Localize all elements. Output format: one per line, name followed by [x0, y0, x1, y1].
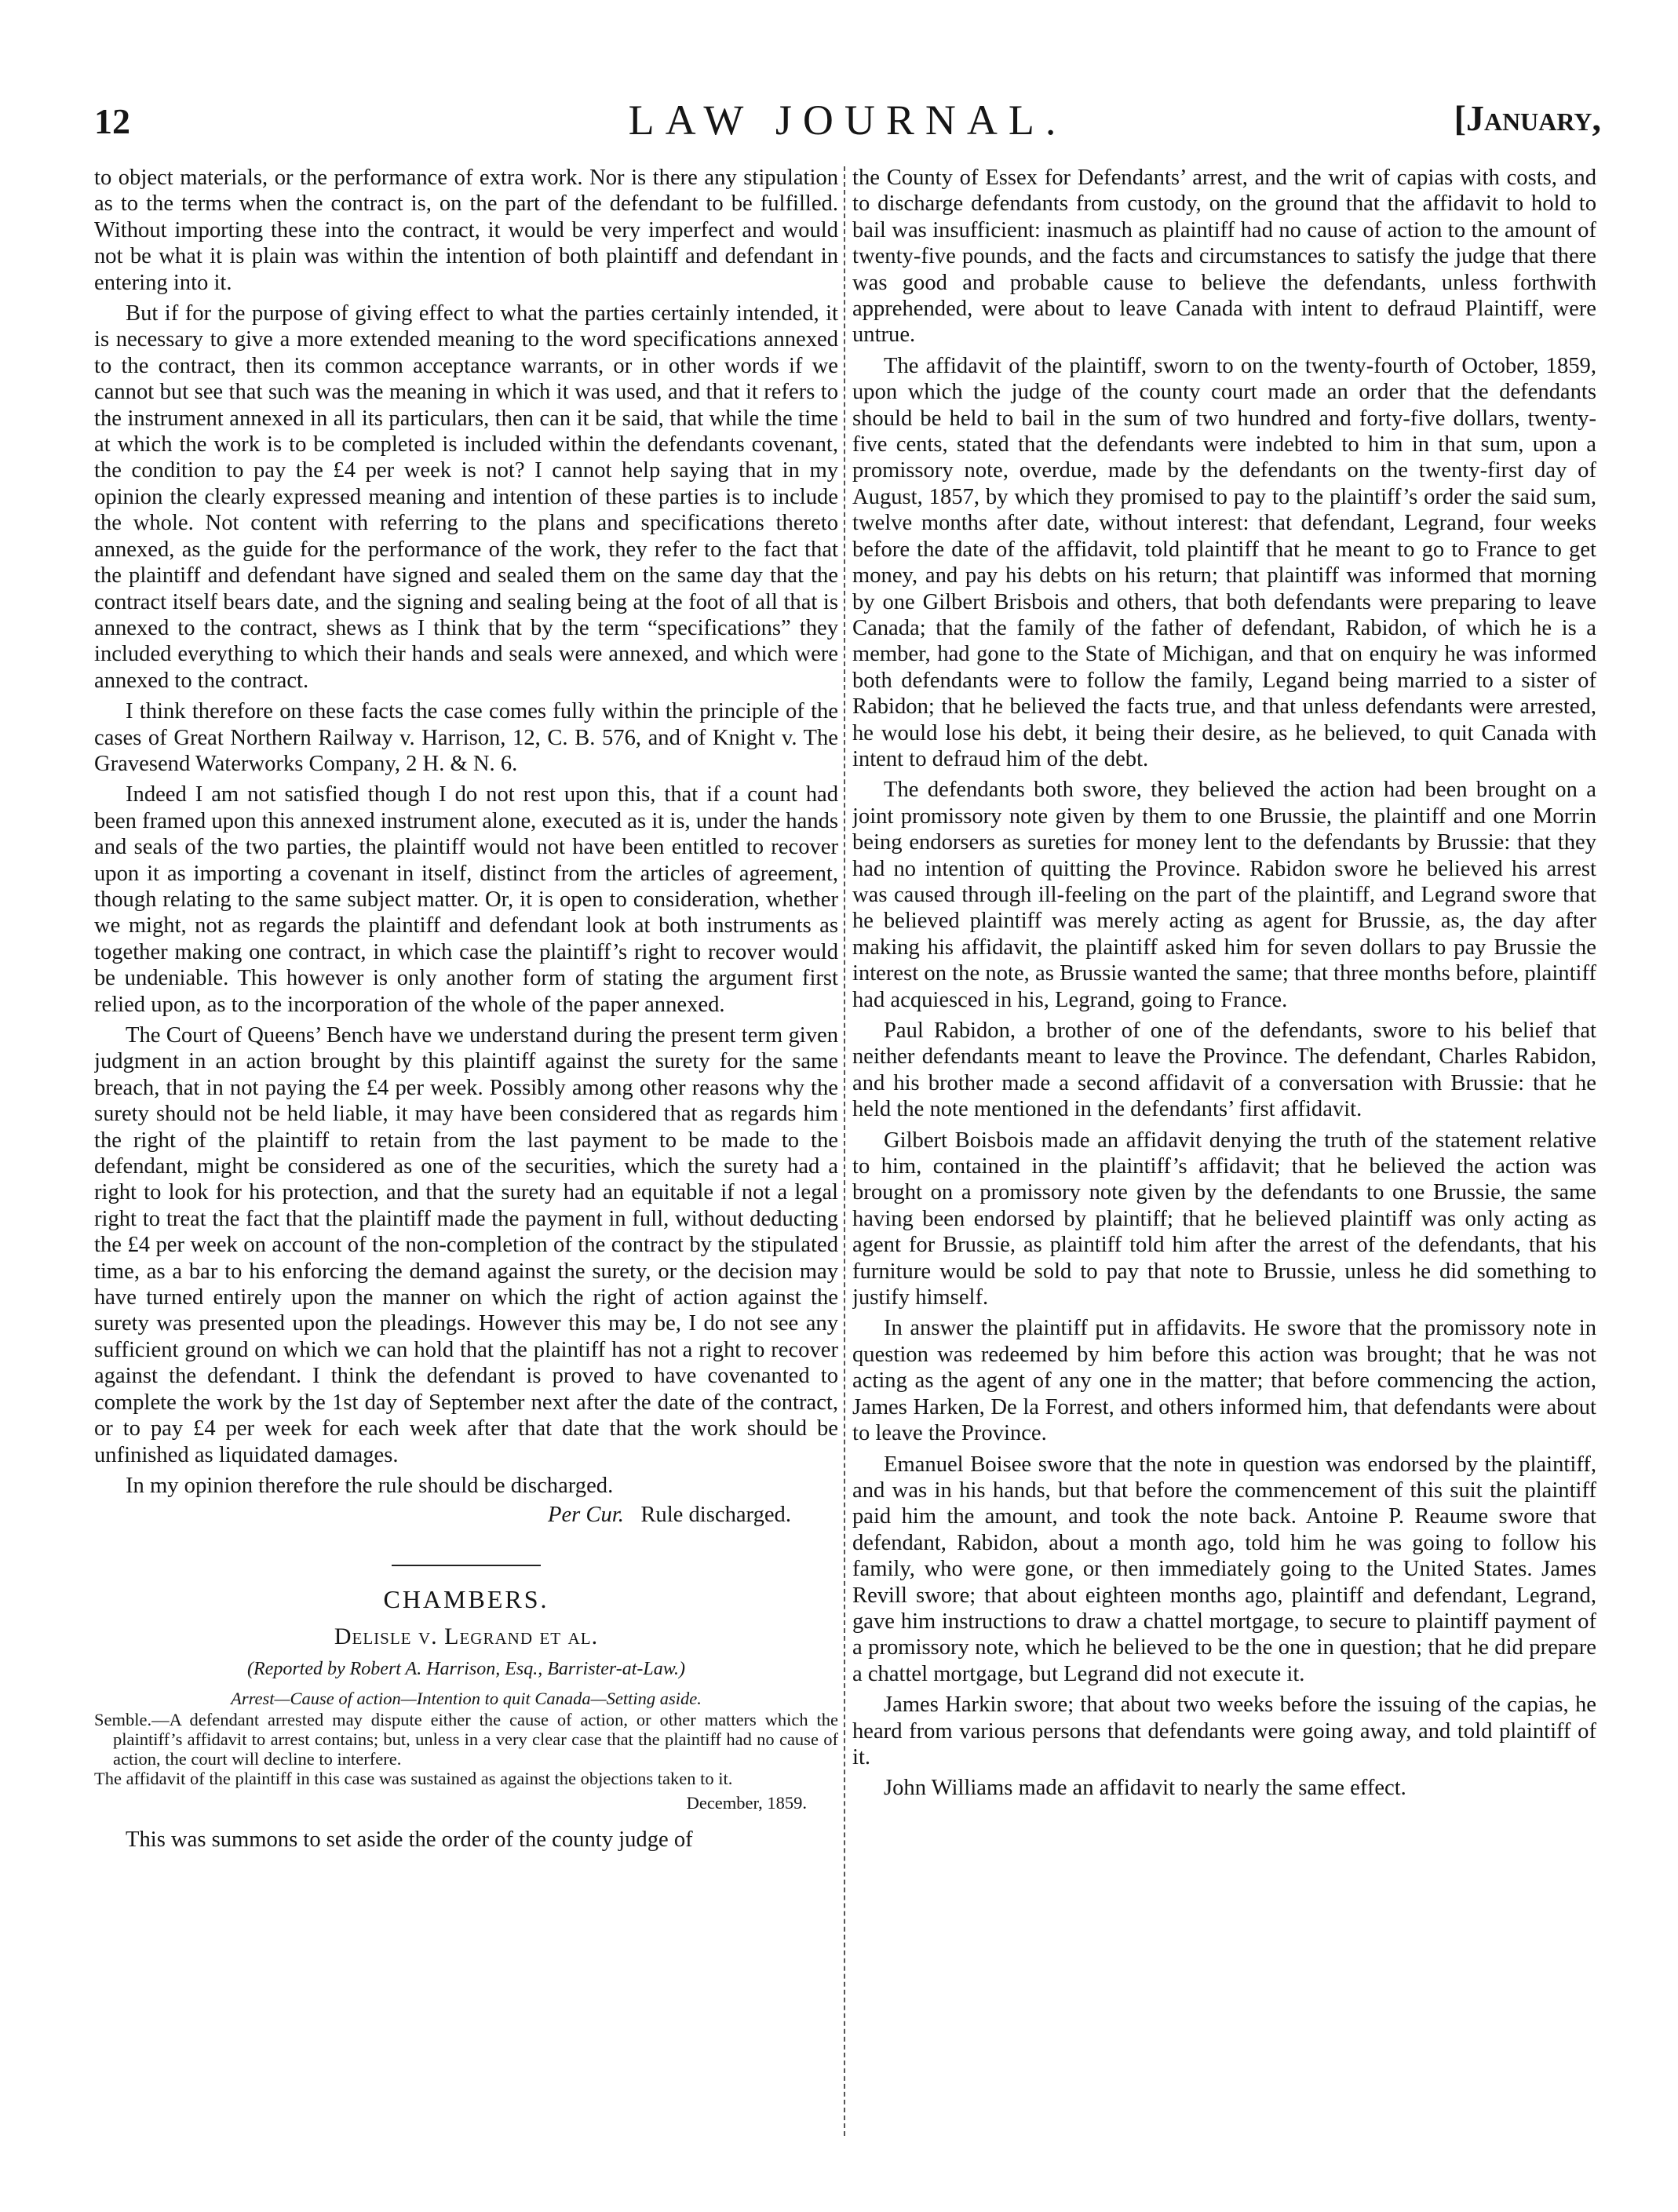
- paragraph: In answer the plaintiff put in affidavits. He swore that the promissory note in question was redeemed by him before this action was brought; that he was not acting as the agent of any one in the matter; that before commencing the action, James Harken, De la Forrest, and others informed him, that defendants were about to leave the Province.: [852, 1316, 1596, 1446]
- paragraph: The defendants both swore, they believed the action had been brought on a joint promissory note given by them to one Brussie, the plaintiff and one Morrin being endorsers as sureties for money lent to the defendants by Brussie: that they had no intention of quitting the Province. Rabidon swore he believed his arrest was caused through ill-feeling on the part of the plaintiff, and Legrand swore that he believed plaintiff was merely acting as agent for Brussie, as, the day after making his affidavit, the plaintiff asked him for seven dollars to pay Brussie the interest on the note, as Brussie wanted the same; that three months before, plaintiff had acquiesced in his, Legrand, going to France.: [852, 778, 1596, 1012]
- paragraph: Emanuel Boisee swore that the note in question was endorsed by the plaintiff, and was in his hands, but that before the commencement of this suit the plaintiff paid him the amount, and took the note back. Antoine P. Reaume swore that defendant, Rabidon, about a month ago, told him he was going to follow his family, who were gone, or then immediately going to the United States. James Revill swore; that about eighteen months ago, plaintiff and defendant, Legrand, gave him instructions to draw a chattel mortgage, to secure to plaintiff payment of a promissory note, which he believed to be the one in question; that he did prepare a chattel mortgage, but Legrand did not execute it.: [852, 1452, 1596, 1686]
- paragraph: The Court of Queens’ Bench have we understand during the present term given judgment in an action brought by this plaintiff against the surety for the same breach, that in not paying the £4 per week. Possibly among other reasons why the surety should not be held liable, it may have been considered that as regards him the right of the plaintiff to retain from the last payment to be made to the defendant, might be considered as one of the securities, which the surety had a right to look for his protection, and that the surety had an equitable if not a legal right to treat the fact that the plaintiff made the payment in full, without deducting the £4 per week on account of the non-completion of the contract by the stipulated time, as a bar to his enforcing the demand against the surety, or the decision may have turned entirely upon the manner on which the right of action against the surety was presented upon the pleadings. However this may be, I do not see any sufficient ground on which we can hold that the plaintiff has not a right to recover against the defendant. I think the defendant is proved to have covenanted to complete the work by the 1st day of September next after the date of the contract, or to pay £4 per week for each week after that date that the work should be unfinished as liquidated damages.: [94, 1023, 838, 1467]
- page-number: 12: [94, 101, 130, 141]
- rule-text: Rule discharged.: [640, 1503, 791, 1528]
- paragraph: This was summons to set aside the order of the county judge of: [126, 1828, 693, 1853]
- paragraph: But if for the purpose of giving effect to what the parties certainly intended, it is necessary to give a more extended meaning to the word specifications annexed to the contract, then its common acceptance warrants, or in other words if we cannot but see that such was the meaning in which it was used, and that it refers to the instrument annexed in all its particulars, then can it be said, that while the time at which the work is to be completed is included within the defendants covenant, the condition to pay the £4 per week is not? I cannot help saying that in my opinion the clearly expressed meaning and intention of these parties is to include the whole. Not content with referring to the plans and specifications thereto annexed, as the guide for the performance of the work, they refer to the fact that the plaintiff and defendant have signed and sealed them on the same day that the contract itself bears date, and the signing and sealing being at the foot of all that is annexed to the contract, shews as I think that by the term “specifications” they included everything to which their hands and seals were annexed, and which were annexed to the contract.: [94, 301, 838, 693]
- section-separator: [392, 1565, 541, 1566]
- paragraph: Paul Rabidon, a brother of one of the defendants, swore to his belief that neither defendants meant to leave the Province. The defendant, Charles Rabidon, and his brother made a second affidavit of a conversation with Brussie: that he held the note mentioned in the defendants’ first affidavit.: [852, 1019, 1596, 1122]
- paragraph: I think therefore on these facts the case comes fully within the principle of the cases of Great Northern Railway v. Harrison, 12, C. B. 576, and of Knight v. The Gravesend Waterworks Company, 2 H. & N. 6.: [94, 699, 838, 776]
- headnote-affidavit: The affidavit of the plaintiff in this case was sustained as against the objections taken to it.: [94, 1768, 733, 1788]
- decision-date: December, 1859.: [686, 1792, 807, 1813]
- paragraph: John Williams made an affidavit to nearly the same effect.: [884, 1776, 1406, 1801]
- rule-discharged-line: [94, 1502, 838, 1528]
- page-header: [94, 93, 1601, 155]
- headnote: [94, 1689, 838, 1788]
- column-divider: [844, 166, 845, 2136]
- paragraph: The affidavit of the plaintiff, sworn to on the twenty-fourth of October, 1859, upon which the judge of the county court made an order that the defendants should be held to bail in the sum of two hundred and forty-five dollars, twenty-five cents, stated that the defendants were indebted to him in that sum, upon a promissory note, overdue, made by the defendants on the twenty-first day of August, 1857, by which they promised to pay to the plaintiff’s order the said sum, twelve months after date, without interest: that defendant, Legrand, four weeks before the date of the affidavit, told plaintiff that he meant to go to France to get money, and pay his debts on his return; that plaintiff was informed that morning by one Gilbert Brisbois and others, that both defendants were preparing to leave Canada; that the family of the father of defendant, Rabidon, of which he is a member, had gone to the State of Michigan, and that on enquiry he was informed both defendants were to follow the family, Legand being married to a sister of Rabidon; that he believed the facts true, and that unless defendants were arrested, he would lose his debt, it being their desire, as he believed, to quit Canada with intent to defraud him of the debt.: [852, 353, 1596, 771]
- paragraph: James Harkin swore; that about two weeks before the issuing of the capias, he heard from various persons that defendants were going away, and told plaintiff of it.: [852, 1693, 1596, 1769]
- paragraph: to object materials, or the performance of extra work. Nor is there any stipulation as to the terms when the contract is, on the part of the defendant to be fulfilled. Without importing these into the contract, it would be very imperfect and would not be what it is plain was within the intention of both plaintiff and defendant in entering into it.: [94, 166, 838, 295]
- headnote-topics: Arrest—Cause of action—Intention to quit Canada—Setting aside.: [231, 1688, 702, 1708]
- headnote-semble: Semble.—A defendant arrested may dispute either the cause of action, or other matters which the plaintiff’s affidavit to arrest contains; but, unless in a very clear case that the plaintiff had no cause of action, the court will decline to interfere.: [94, 1709, 838, 1769]
- per-cur: Per Cur.: [547, 1503, 624, 1528]
- journal-title: LAW JOURNAL.: [628, 97, 1067, 144]
- case-title: Delisle v. Legrand et al.: [334, 1623, 599, 1650]
- paragraph: the County of Essex for Defendants’ arrest, and the writ of capias with costs, and to discharge defendants from custody, on the ground that the affidavit to hold to bail was insufficient: inasmuch as plaintiff had no cause of action to the amount of twenty-five pounds, and the facts and circumstances to satisfy the judge that there was good and probable cause to believe the defendants, unless forthwith apprehended, were about to leave Canada with intent to defraud Plaintiff, were untrue.: [852, 166, 1596, 348]
- section-heading: CHAMBERS.: [383, 1584, 549, 1613]
- reporter-line: (Reported by Robert A. Harrison, Esq., Barrister-at-Law.): [247, 1658, 685, 1679]
- header-month: [January,: [1454, 98, 1601, 138]
- right-column: [852, 165, 1596, 2174]
- paragraph: Gilbert Boisbois made an affidavit denying the truth of the statement relative to him, contained in the plaintiff’s affidavit; that he believed the action was brought on a promissory note given by the defendants to one Brussie, the same having been endorsed by plaintiff; that he believed plaintiff was only acting as agent for Brussie, as plaintiff told him after the arrest of the defendants, that his furniture would be sold to pay that note to Brussie, unless he did something to justify himself.: [852, 1128, 1596, 1310]
- paragraph: In my opinion therefore the rule should be discharged.: [126, 1473, 614, 1498]
- left-column: [94, 165, 838, 2174]
- paragraph: Indeed I am not satisfied though I do not rest upon this, that if a count had been framed upon this annexed instrument alone, executed as it is, under the hands and seals of the two parties, the plaintiff would not have been entitled to recover upon it as importing a covenant in itself, distinct from the articles of agreement, though relating to the same subject matter. Or, it is open to consideration, whether we might, not as regards the plaintiff and defendant look at both instruments as together making one contract, in which case the plaintiff’s right to recover would be undeniable. This however is only another form of stating the argument first relied upon, as to the incorporation of the whole of the paper annexed.: [94, 782, 838, 1017]
